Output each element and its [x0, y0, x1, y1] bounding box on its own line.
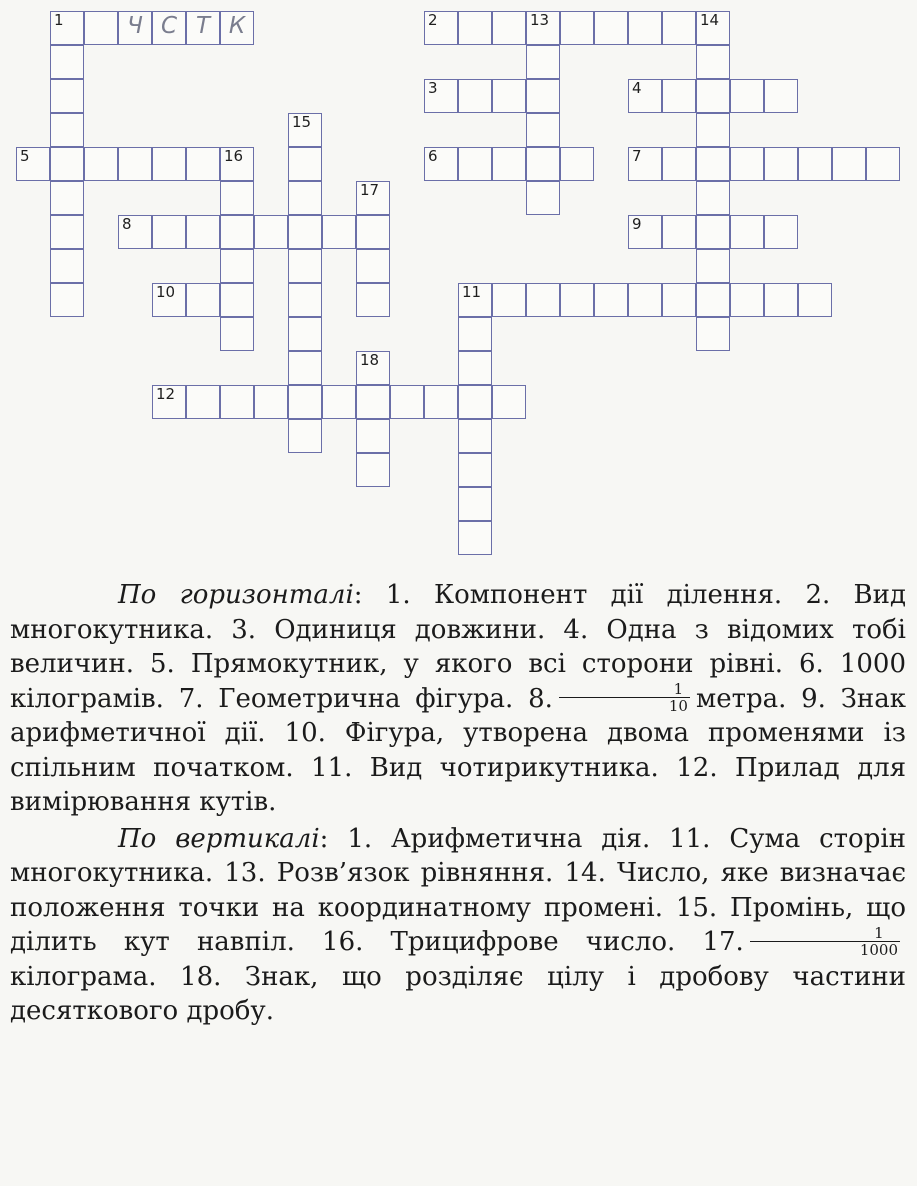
crossword-cell: [356, 249, 390, 283]
fraction-denominator: 1000: [859, 940, 898, 959]
clue-v18: 18. Знак, що розділяє цілу і дробову частини десяткового дробу.: [10, 961, 906, 1026]
fraction-denominator: 10: [668, 697, 688, 715]
clue-h10: 10. Фігура, утворена двома променями із спільним початком.: [10, 718, 906, 783]
crossword-cell: [220, 215, 254, 249]
horizontal-heading: По горизонталі: [118, 580, 354, 610]
crossword-cell: [356, 351, 390, 385]
vertical-clues: По вертикалі: 1. Арифметична дія. 11. Сума сторін многокутника. 13. Розв’язок рівняння. 14. Число, яке визначає положення точки на координатному промені. 15. Промінь, що ділить кут навпіл. 16. Трицифрове число. 17. $\frac{1}{1000}$ кілограма. 18. Знак, що розділяє цілу і дробову частини десяткового дробу.: [10, 823, 907, 1026]
crossword-cell: [832, 147, 866, 181]
crossword-cell: [492, 385, 526, 419]
fraction-1-10: [559, 681, 690, 714]
crossword-cell: [50, 283, 84, 317]
crossword-cell: [152, 11, 186, 45]
crossword-cell: [84, 147, 118, 181]
clue-number: 14: [700, 11, 720, 29]
crossword-cell: [458, 147, 492, 181]
crossword-cell: [50, 45, 84, 79]
crossword-cell: [628, 79, 662, 113]
crossword-cell: [560, 147, 594, 181]
crossword-cell: [560, 283, 594, 317]
clue-number: 3: [428, 79, 438, 97]
crossword-cell: [186, 215, 220, 249]
crossword-cell: [424, 385, 458, 419]
crossword-cell: [764, 283, 798, 317]
crossword-cell: [730, 79, 764, 113]
clue-number: 5: [20, 147, 30, 165]
crossword-cell: [696, 113, 730, 147]
crossword-cell: [696, 215, 730, 249]
crossword-cell: [594, 11, 628, 45]
crossword-cell: [424, 79, 458, 113]
crossword-cell: [186, 385, 220, 419]
crossword-cell: [492, 147, 526, 181]
crossword-cell: [220, 249, 254, 283]
crossword-cell: [50, 181, 84, 215]
crossword-cell: [288, 419, 322, 453]
crossword-cell: [50, 147, 84, 181]
crossword-cell: [696, 283, 730, 317]
crossword-cell: [526, 45, 560, 79]
crossword-cell: [458, 453, 492, 487]
clue-h7: 7. Геометрична фігура.: [178, 683, 514, 714]
clue-number: 11: [462, 283, 482, 301]
handwritten-letter: Т: [195, 13, 211, 39]
crossword-cell: [50, 113, 84, 147]
crossword-cell: [798, 147, 832, 181]
crossword-cell: [696, 11, 730, 45]
crossword-grid: [0, 0, 917, 570]
crossword-cell: [458, 79, 492, 113]
crossword-cell: [662, 147, 696, 181]
crossword-cell: [526, 181, 560, 215]
crossword-cell: [458, 487, 492, 521]
crossword-cell: [220, 181, 254, 215]
clue-v13: 13. Розв’язок рівняння.: [224, 858, 554, 888]
crossword-cell: [356, 283, 390, 317]
crossword-cell: [492, 11, 526, 45]
crossword-cell: [220, 11, 254, 45]
crossword-cell: [662, 11, 696, 45]
crossword-cell: [696, 181, 730, 215]
crossword-cell: [764, 215, 798, 249]
crossword-cell: [560, 11, 594, 45]
clue-number: 7: [632, 147, 642, 165]
crossword-cell: [458, 419, 492, 453]
crossword-cell: [424, 11, 458, 45]
crossword-cell: [322, 215, 356, 249]
clue-number: 8: [122, 215, 132, 233]
crossword-cell: [696, 79, 730, 113]
clue-v16: 16. Трицифрове число.: [322, 927, 676, 957]
vertical-heading: По вертикалі: [118, 823, 320, 854]
crossword-cell: [696, 147, 730, 181]
crossword-cell: [696, 45, 730, 79]
crossword-cell: [356, 419, 390, 453]
crossword-cell: [458, 351, 492, 385]
crossword-cell: [628, 283, 662, 317]
crossword-cell: [526, 79, 560, 113]
crossword-cell: [458, 385, 492, 419]
clue-number: 12: [156, 385, 176, 403]
crossword-cell: [628, 147, 662, 181]
clue-number: 2: [428, 11, 438, 29]
crossword-cell: [526, 147, 560, 181]
clue-h4: 4. Одна з відомих тобі величин.: [10, 614, 906, 679]
handwritten-letter: Ч: [127, 13, 143, 39]
clue-v11: 11. Сума сторін многокутника.: [10, 823, 906, 888]
clues-block: [10, 578, 906, 1029]
crossword-cell: [526, 283, 560, 317]
crossword-cell: [764, 79, 798, 113]
clue-v17-number: 17.: [702, 927, 744, 957]
fraction-1-1000: [750, 925, 900, 958]
crossword-cell: [288, 385, 322, 419]
crossword-cell: [152, 385, 186, 419]
handwritten-letter: К: [228, 13, 246, 39]
clue-number: 16: [224, 147, 244, 165]
crossword-cell: [186, 283, 220, 317]
handwritten-letter: С: [160, 13, 178, 39]
crossword-cell: [628, 215, 662, 249]
crossword-cell: [288, 317, 322, 351]
crossword-cell: [866, 147, 900, 181]
crossword-cell: [730, 147, 764, 181]
crossword-cell: [220, 385, 254, 419]
clue-number: 1: [54, 11, 64, 29]
crossword-cell: [288, 249, 322, 283]
clue-number: 15: [292, 113, 312, 131]
clue-v1: 1. Арифметична дія.: [347, 823, 651, 854]
clue-number: 18: [360, 351, 380, 369]
clue-h8-number: 8.: [528, 683, 553, 714]
crossword-cell: [50, 249, 84, 283]
crossword-cell: [356, 181, 390, 215]
crossword-cell: [492, 79, 526, 113]
crossword-cell: [458, 317, 492, 351]
clue-number: 6: [428, 147, 438, 165]
crossword-cell: [50, 215, 84, 249]
clue-number: 13: [530, 11, 550, 29]
crossword-cell: [424, 147, 458, 181]
crossword-cell: [696, 249, 730, 283]
clue-h3: 3. Одиниця довжини.: [231, 614, 546, 645]
crossword-cell: [458, 521, 492, 555]
clue-h5: 5. Прямокутник, у якого всі сторони рівні.: [150, 649, 783, 679]
crossword-cell: [526, 11, 560, 45]
crossword-cell: [798, 283, 832, 317]
clue-v15: 15. Промінь, що ділить кут навпіл.: [10, 892, 906, 957]
clue-v14: 14. Число, яке визначає положення точки на координатному промені.: [10, 858, 907, 923]
crossword-cell: [730, 283, 764, 317]
crossword-cell: [662, 283, 696, 317]
crossword-cell: [356, 215, 390, 249]
clue-h1: 1. Компонент дії ділення.: [385, 580, 783, 610]
clue-h8-text: метра.: [695, 683, 787, 714]
clue-h12: 12. Прилад для вимірювання кутів.: [10, 752, 907, 817]
clue-h2: 2. Вид многокутника.: [10, 580, 906, 645]
crossword-cell: [254, 215, 288, 249]
crossword-cell: [288, 181, 322, 215]
clue-number: 17: [360, 181, 380, 199]
crossword-cell: [662, 215, 696, 249]
horizontal-clues: По горизонталі: 1. Компонент дії ділення. 2. Вид многокутника. 3. Одиниця довжини. 4. Одна з відомих тобі величин. 5. Прямокутник, у якого всі сторони рівні. 6. 1000 кілограмів. 7. Геометрична фігура. 8. $\frac{1}{10}$ метра. 9. Знак арифметичної дії. 10. Фігура, утворена двома променями із спільним початком. 11. Вид чотирикутника. 12. Прилад для вимірювання кутів.: [10, 580, 907, 817]
crossword-cell: [118, 215, 152, 249]
crossword-cell: [288, 113, 322, 147]
crossword-cell: [730, 215, 764, 249]
crossword-cell: [152, 215, 186, 249]
crossword-cell: [594, 283, 628, 317]
crossword-cell: [288, 147, 322, 181]
clue-number: 9: [632, 215, 642, 233]
clue-h11: 11. Вид чотирикутника.: [311, 752, 659, 783]
clue-h6: 6. 1000 кілограмів.: [10, 649, 906, 714]
fraction-numerator: 1: [559, 681, 690, 698]
clue-number: 10: [156, 283, 176, 301]
crossword-cell: [254, 385, 288, 419]
crossword-cell: [628, 11, 662, 45]
crossword-cell: [152, 147, 186, 181]
crossword-cell: [186, 147, 220, 181]
crossword-cell: [492, 283, 526, 317]
crossword-cell: [458, 11, 492, 45]
clue-v17-text: кілограма.: [10, 961, 157, 992]
crossword-cell: [288, 351, 322, 385]
fraction-numerator: 1: [750, 925, 900, 942]
crossword-cell: [220, 283, 254, 317]
crossword-cell: [764, 147, 798, 181]
crossword-cell: [390, 385, 424, 419]
clue-h9: 9. Знак арифметичної дії.: [10, 683, 906, 748]
crossword-cell: [220, 317, 254, 351]
crossword-cell: [118, 147, 152, 181]
crossword-cell: [458, 283, 492, 317]
crossword-cell: [288, 283, 322, 317]
crossword-cell: [84, 11, 118, 45]
crossword-cell: [50, 11, 84, 45]
crossword-cell: [356, 385, 390, 419]
crossword-cell: [16, 147, 50, 181]
crossword-cell: [50, 79, 84, 113]
crossword-cell: [356, 453, 390, 487]
crossword-cell: [662, 79, 696, 113]
crossword-cell: [152, 283, 186, 317]
crossword-cell: [696, 317, 730, 351]
crossword-cell: [288, 215, 322, 249]
clue-number: 4: [632, 79, 642, 97]
crossword-cell: [186, 11, 220, 45]
crossword-cell: [322, 385, 356, 419]
crossword-cell: [220, 147, 254, 181]
crossword-cell: [118, 11, 152, 45]
crossword-cell: [526, 113, 560, 147]
